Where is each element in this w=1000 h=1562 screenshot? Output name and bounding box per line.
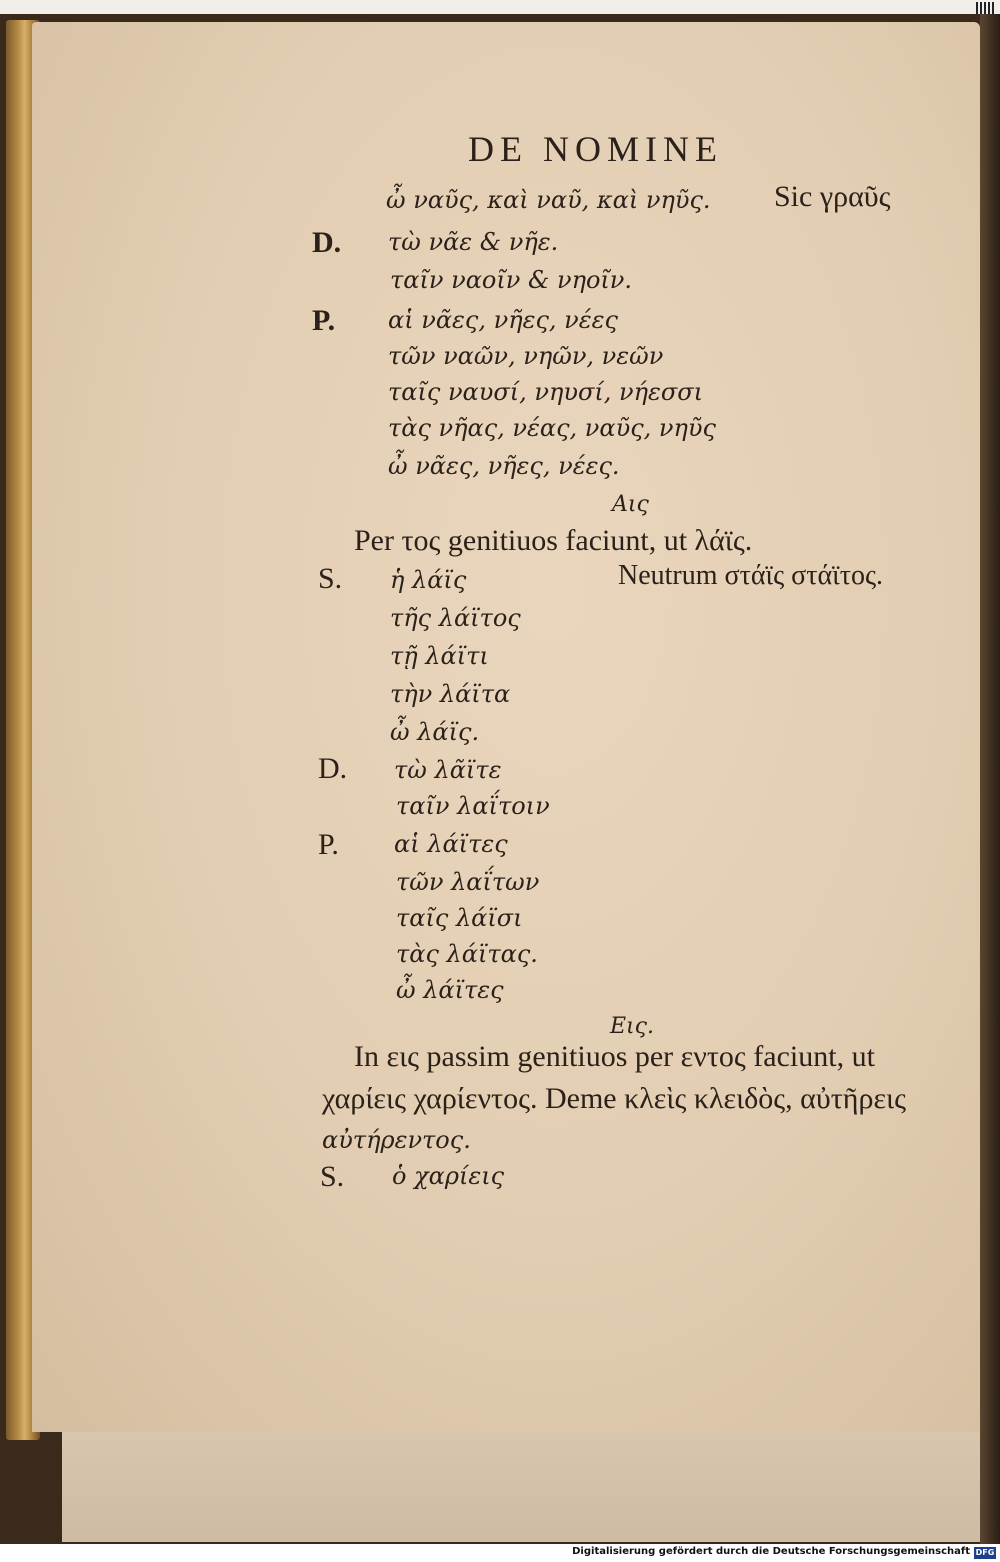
text-line: τῇ λάϊτι bbox=[390, 642, 489, 670]
text-line: τὰς νῆας, νέας, ναῦς, νηῦς bbox=[388, 414, 716, 442]
text-line: ὦ νᾶες, νῆες, νέες. bbox=[388, 452, 620, 480]
text-line: ταῖν λαΐτοιν bbox=[396, 792, 550, 820]
text-line: χαρίεις χαρίεντος. Deme κλεὶς κλειδὸς, αὐτῆρεις bbox=[322, 1082, 907, 1115]
text-line: τῶν λαΐτων bbox=[396, 868, 540, 896]
dfg-logo-icon: DFG bbox=[975, 1548, 995, 1557]
margin-note: Neutrum στάϊς στάϊτος. bbox=[618, 560, 884, 591]
spine-shadow bbox=[980, 14, 1000, 1544]
section-heading: Αις bbox=[612, 492, 649, 517]
text-line: αἱ νᾶες, νῆες, νέες bbox=[388, 306, 618, 334]
text-line: ὦ λάϊς. bbox=[390, 718, 480, 746]
number-label: D. bbox=[318, 752, 348, 785]
text-line: ὁ χαρίεις bbox=[392, 1162, 505, 1190]
section-heading: Εις. bbox=[610, 1014, 654, 1039]
text-line: αἱ λάϊτες bbox=[394, 830, 508, 858]
number-label: S. bbox=[318, 562, 343, 595]
text-line: ταῖς ναυσί, νηυσί, νήεσσι bbox=[388, 378, 704, 406]
text-line: ἡ λάϊς bbox=[390, 566, 467, 594]
text-line: ὦ ναῦς, καὶ ναῦ, καὶ νηῦς. bbox=[386, 186, 711, 214]
text-line: ταῖς λάϊσι bbox=[396, 904, 523, 932]
text-line: τὼ νᾶε & νῆε. bbox=[388, 228, 559, 256]
number-label: P. bbox=[318, 828, 339, 861]
number-label: D. bbox=[312, 226, 342, 259]
running-header: DE NOMINE bbox=[468, 129, 723, 169]
text-line: τὴν λάϊτα bbox=[390, 680, 511, 708]
margin-note: Sic γραῦς bbox=[774, 180, 891, 213]
text-line: τὰς λάϊτας. bbox=[396, 940, 538, 968]
text-line: αὐτήρεντος. bbox=[322, 1126, 471, 1154]
text-line: ὦ λάϊτες bbox=[396, 976, 504, 1004]
text-line: τὼ λᾶϊτε bbox=[394, 756, 502, 784]
footer-credit: Digitalisierung gefördert durch die Deutsche Forschungsgemeinschaft bbox=[572, 1546, 970, 1557]
scan-corner-marker bbox=[976, 2, 994, 14]
number-label: S. bbox=[320, 1160, 345, 1193]
lower-page-leaf bbox=[62, 1432, 980, 1542]
scan-footer bbox=[0, 1544, 1000, 1562]
number-label: P. bbox=[312, 304, 336, 337]
text-line: Per τος genitiuos faciunt, ut λάϊς. bbox=[354, 524, 753, 557]
text-line: ταῖν ναοῖν & νηοῖν. bbox=[390, 266, 633, 294]
text-line: τῶν ναῶν, νηῶν, νεῶν bbox=[388, 342, 664, 370]
text-line: τῆς λάϊτος bbox=[390, 604, 521, 632]
text-line: In εις passim genitiuos per εντος faciunt, ut bbox=[354, 1040, 875, 1073]
